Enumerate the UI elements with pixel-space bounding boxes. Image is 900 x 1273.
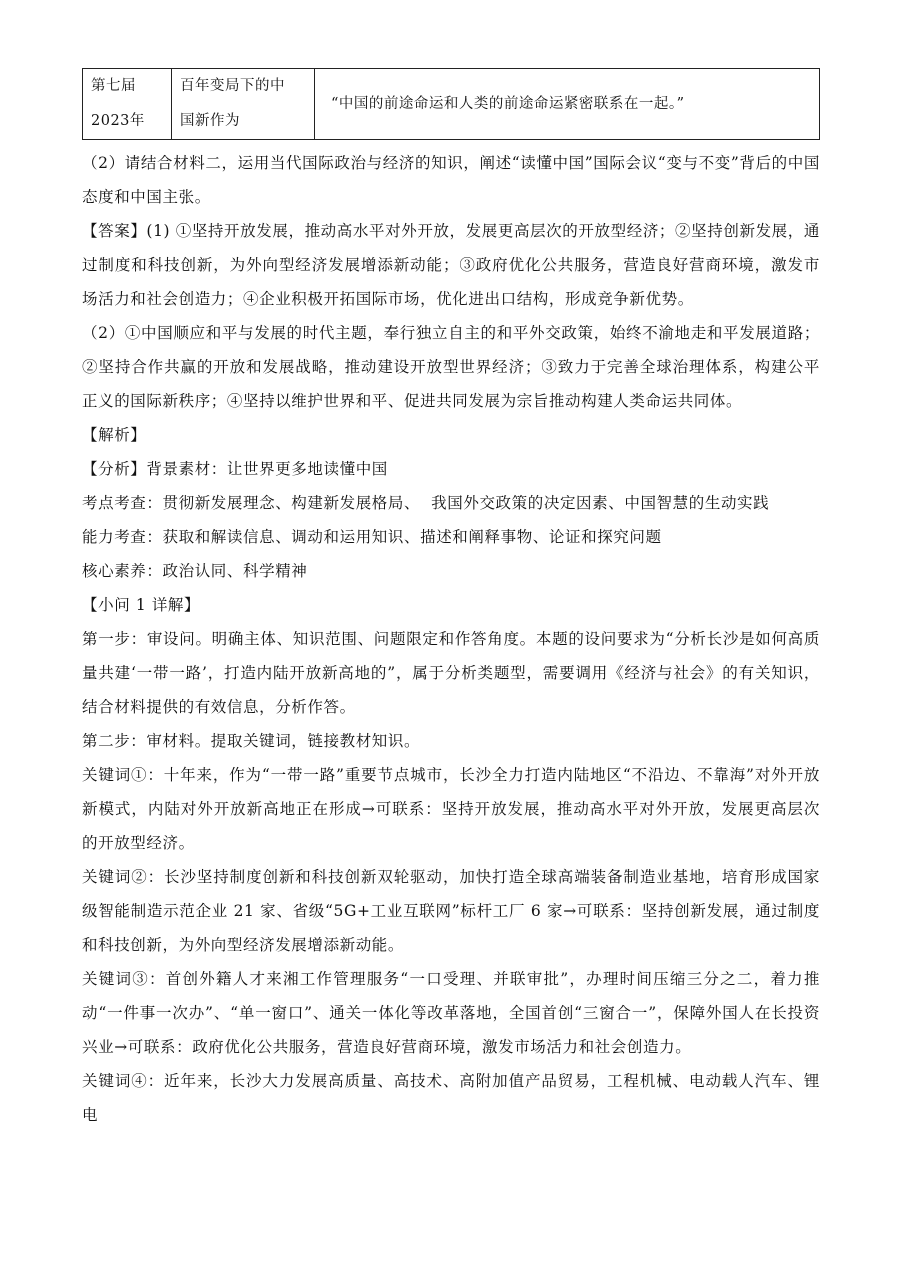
keyword-1: 关键词①：十年来，作为“一带一路”重要节点城市，长沙全力打造内陆地区“不沿边、不靠海”对外开放新模式，内陆对外开放新高地正在形成→可联系：坚持开放发展，推动高水平对外开放，发展更高层次的开放型经济。 bbox=[82, 766, 820, 852]
table-row bbox=[83, 69, 820, 140]
keyword-2: 关键词②：长沙坚持制度创新和科技创新双轮驱动，加快打造全球高端装备制造业基地，培育形成国家级智能制造示范企业 21 家、省级“5G+工业互联网”标杆工厂 6 家→可联系：坚持创新发展，通过制度和科技创新，为外向型经济发展增添新动能。 bbox=[82, 868, 820, 954]
session-label: 第七届 bbox=[91, 78, 136, 94]
analysis-knowledge-points: 考点考查：贯彻新发展理念、构建新发展格局、 我国外交政策的决定因素、中国智慧的生动实践 bbox=[82, 494, 770, 512]
keyword-3: 关键词③：首创外籍人才来湘工作管理服务“一口受理、并联审批”，办理时间压缩三分之二，着力推动“一件事一次办”、“单一窗口”、通关一体化等改革落地，全国首创“三窗合一”，保障外国人在长投资兴业→可联系：政府优化公共服务，营造良好营商环境，激发市场活力和社会创造力。 bbox=[82, 970, 820, 1056]
info-table bbox=[82, 68, 820, 140]
question-2: （2）请结合材料二，运用当代国际政治与经济的知识，阐述“读懂中国”国际会议“变与不变”背后的中国态度和中国主张。 bbox=[82, 154, 820, 206]
analysis-background: 【分析】背景素材：让世界更多地读懂中国 bbox=[82, 460, 388, 478]
table-cell-quote bbox=[315, 69, 820, 140]
document-page bbox=[82, 68, 820, 1132]
analysis-abilities: 能力考查：获取和解读信息、调动和运用知识、描述和阐释事物、论证和探究问题 bbox=[82, 528, 662, 546]
quote-text: “中国的前途命运和人类的前途命运紧密联系在一起。” bbox=[331, 95, 685, 112]
theme-line-1: 百年变局下的中 bbox=[180, 78, 285, 94]
analysis-core-literacy: 核心素养：政治认同、科学精神 bbox=[82, 562, 308, 580]
answer-part-1: 【答案】(1) ①坚持开放发展，推动高水平对外开放，发展更高层次的开放型经济；②坚持创新发展，通过制度和科技创新，为外向型经济发展增添新动能；③政府优化公共服务，营造良好营商环境，激发市场活力和社会创造力；④企业积极开拓国际市场，优化进出口结构，形成竞争新优势。 bbox=[82, 222, 820, 308]
step-1: 第一步：审设问。明确主体、知识范围、问题限定和作答角度。本题的设问要求为“分析长沙是如何高质量共建‘一带一路’，打造内陆开放新高地的”，属于分析类题型，需要调用《经济与社会》的有关知识，结合材料提供的有效信息，分析作答。 bbox=[82, 630, 820, 716]
session-year: 2023年 bbox=[91, 113, 145, 129]
table-cell-session bbox=[83, 69, 172, 140]
analysis-heading: 【解析】 bbox=[82, 426, 147, 444]
sub-question-1-heading: 【小问 1 详解】 bbox=[82, 596, 201, 614]
theme-line-2: 国新作为 bbox=[180, 113, 240, 129]
table-cell-theme bbox=[172, 69, 315, 140]
keyword-4: 关键词④：近年来，长沙大力发展高质量、高技术、高附加值产品贸易，工程机械、电动载人汽车、锂电 bbox=[82, 1072, 820, 1124]
step-2: 第二步：审材料。提取关键词，链接教材知识。 bbox=[82, 732, 421, 750]
answer-part-2: （2）①中国顺应和平与发展的时代主题，奉行独立自主的和平外交政策，始终不渝地走和平发展道路；②坚持合作共赢的开放和发展战略，推动建设开放型世界经济；③致力于完善全球治理体系，构建公平正义的国际新秩序；④坚持以维护世界和平、促进共同发展为宗旨推动构建人类命运共同体。 bbox=[82, 324, 820, 410]
